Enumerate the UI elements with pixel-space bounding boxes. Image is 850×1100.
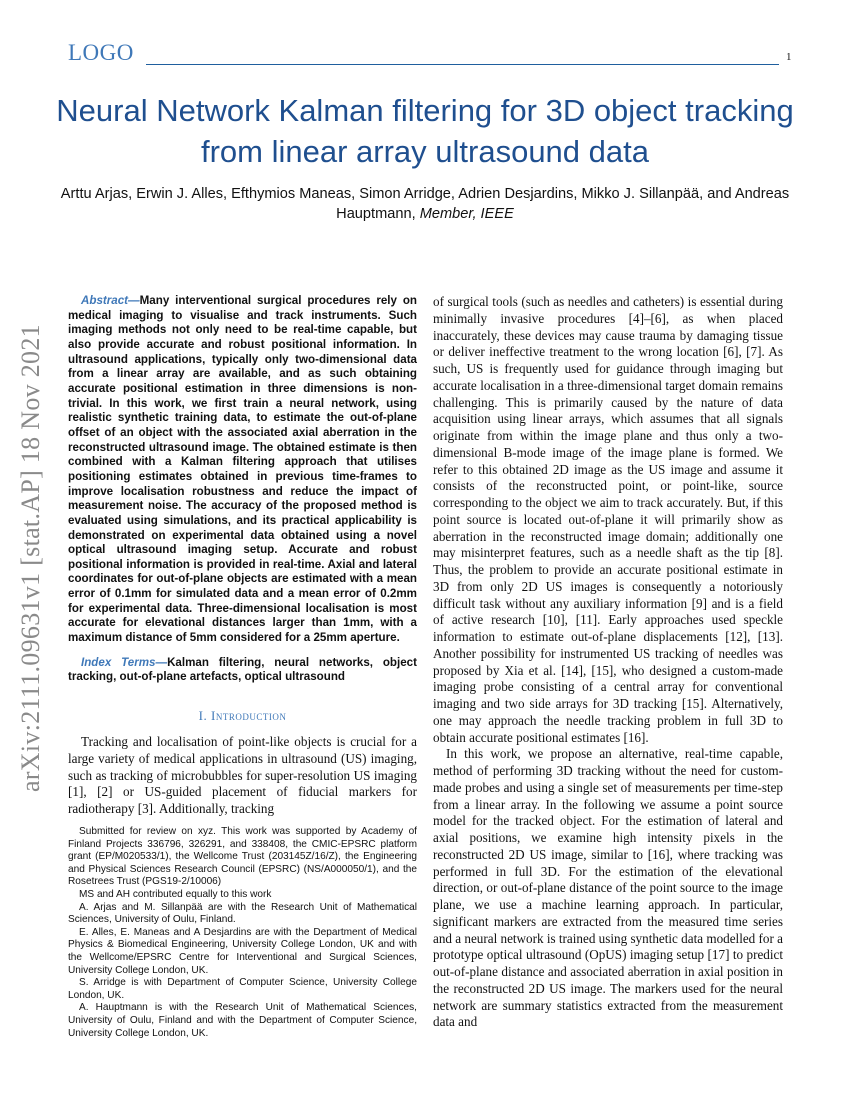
author-list — [45, 184, 805, 224]
footnote: S. Arridge is with Department of Computer Science, University College London, UK. — [68, 977, 417, 1001]
footnote: MS and AH contributed equally to this work — [79, 888, 272, 900]
abstract-label: Abstract— — [81, 294, 140, 307]
index-terms-text: Kalman filtering, neural networks, object tracking, out-of-plane artefacts, optical ultrasound — [68, 655, 417, 684]
index-terms — [68, 656, 417, 685]
footnote: A. Arjas and M. Sillanpää are with the Research Unit of Mathematical Sciences, University of Oulu, Finland. — [68, 901, 417, 926]
footnote: E. Alles, E. Maneas and A Desjardins are with the Department of Medical Physics & Biomedical Engineering, University College London, UK and with the Wellcome/EPSRC Centre for Interventional and Surgical Sciences, University College London, UK. — [68, 926, 417, 976]
right-column — [433, 294, 783, 1031]
author-membership: Member, IEEE — [419, 206, 514, 222]
arxiv-stamp: arXiv:2111.09631v1 [stat.AP] 18 Nov 2021 — [16, 324, 45, 792]
author-names: Arttu Arjas, Erwin J. Alles, Efthymios Maneas, Simon Arridge, Adrien Desjardins, Mikko J. Sillanpää, and Andreas Hauptmann, — [60, 186, 790, 222]
paper-title: Neural Network Kalman filtering for 3D object tracking from linear array ultrasound data — [56, 93, 794, 169]
page-number: 1 — [786, 51, 792, 63]
intro-paragraph-1: Tracking and localisation of point-like objects is crucial for a large variety of medical applications in ultrasound (US) imaging, such as tracking of microbubbles for super-resolution US imaging [1], [2] or US-guided placement of fiducial markers for radiotherapy [3]. Additionally, tracking — [68, 734, 417, 817]
footnote: Submitted for review on xyz. This work was supported by Academy of Finland Projects 336796, 326291, and 338408, the CMIC-EPSRC platform grant (EP/M020533/1), the Wellcome Trust (203145Z/16/Z), the Engineering and Physical Sciences Research Council (EPSRC) (NS/A000050/1), and the Rosetrees Trust (PGS19-2/10006) — [68, 826, 417, 888]
abstract — [68, 294, 417, 646]
journal-logo: LOGO — [68, 40, 134, 65]
left-column — [68, 294, 417, 818]
section-heading-introduction: I. Introduction — [198, 708, 287, 724]
abstract-text: Many interventional surgical procedures rely on medical imaging to visualise and track instruments. Such imaging methods not only need to be real-time capable, but also provide accurate and robust positional information. In ultrasound applications, typically only two-dimensional data from a linear array are available, and as such obtaining accurate positional estimation in three dimensions is non-trivial. In this work, we first train a neural network, using realistic synthetic training data, to estimate the out-of-plane offset of an object with the associated axial aberration in the reconstructed ultrasound image. The obtained estimate is then combined with a Kalman filtering approach that utilises positioning estimates obtained in previous time-frames to improve localisation robustness and reduce the impact of measurement noise. The accuracy of the proposed method is evaluated using simulations, and its practical applicability is demonstrated on experimental data obtained using a novel optical ultrasound imaging setup. Accurate and robust positional information is provided in real-time. Axial and lateral coordinates for out-of-plane objects are estimated with a mean error of 0.1mm for simulated data and a mean error of 0.2mm for experimental data. Three-dimensional localisation is most accurate for elevational distances larger than 1mm, with a maximum distance of 5mm considered for a 25mm aperture. — [68, 294, 417, 645]
index-terms-label: Index Terms— — [81, 655, 168, 669]
intro-paragraph-1-continued: of surgical tools (such as needles and catheters) is essential during minimally invasive procedures [4]–[6], as when placed inaccurately, these devices may cause trauma by damaging tissue or deliver ineffective treatment to the wrong location [6], [7]. As such, US is frequently used for guidance through imaging but accurate localisation in a three-dimensional target domain remains challenging. This is primarily caused by the nature of data acquisition using linear arrays, which assumes that all signals originate from within the image plane and thus only a two-dimensional B-mode image of the image plane is formed. We refer to this obtained 2D image as the US image and assume it consists of the reconstructed point, or point-like, source corresponding to the object we aim to track accurately. But, if this point source is located out-of-plane it will primarily show as aberration in the reconstructed image domain; additionally one may misinterpret features, such as a needle shaft as the tip [8]. Thus, the problem to provide an accurate positional estimate in 3D from only 2D US images is consequently a notoriously difficult task without any auxiliary information [9] and is a field of active research [10], [11]. Early approaches used speckle information to estimate out-of-plane displacements [12], [13]. Another possibility for instrumented US tracking of needles was proposed by Xia et al. [14], [15], who designed a custom-made imaging probe consisting of a central array for conventional imaging and two side arrays for 3D tracking [15]. Alternatively, one may approach the needle tracking problem in full 3D to obtain accurate positional estimates [16]. — [433, 294, 783, 745]
intro-paragraph-2: In this work, we propose an alternative, real-time capable, method of performing 3D tracking without the need for custom-made probes and using a single set of measurements per time-step from a linear array. In the following we assume a point source model for the tracked object. For the estimation of lateral and axial positions, we examine high intensity pixels in the reconstructed 2D US image, similar to [16], where tracking was performed in full 3D. For the estimation of the elevational direction, or out-of-plane distance of the point source to the image plane, we use a machine learning approach. In particular, significant markers are extracted from the measured time series and a neural network is trained using synthetic data modelled for a prototype optical ultrasound (OpUS) imaging setup [17] to predict out-of-plane distance and associated aberration in axial position in the reconstructed 2D US image. The markers used for the neural network are summary statistics extracted from the measurement data and — [433, 746, 783, 1030]
footnotes — [68, 826, 417, 1040]
footnote: A. Hauptmann is with the Research Unit of Mathematical Sciences, University of Oulu, Finland and with the Department of Computer Science, University College London, UK. — [68, 1002, 417, 1039]
header-rule — [146, 64, 779, 65]
